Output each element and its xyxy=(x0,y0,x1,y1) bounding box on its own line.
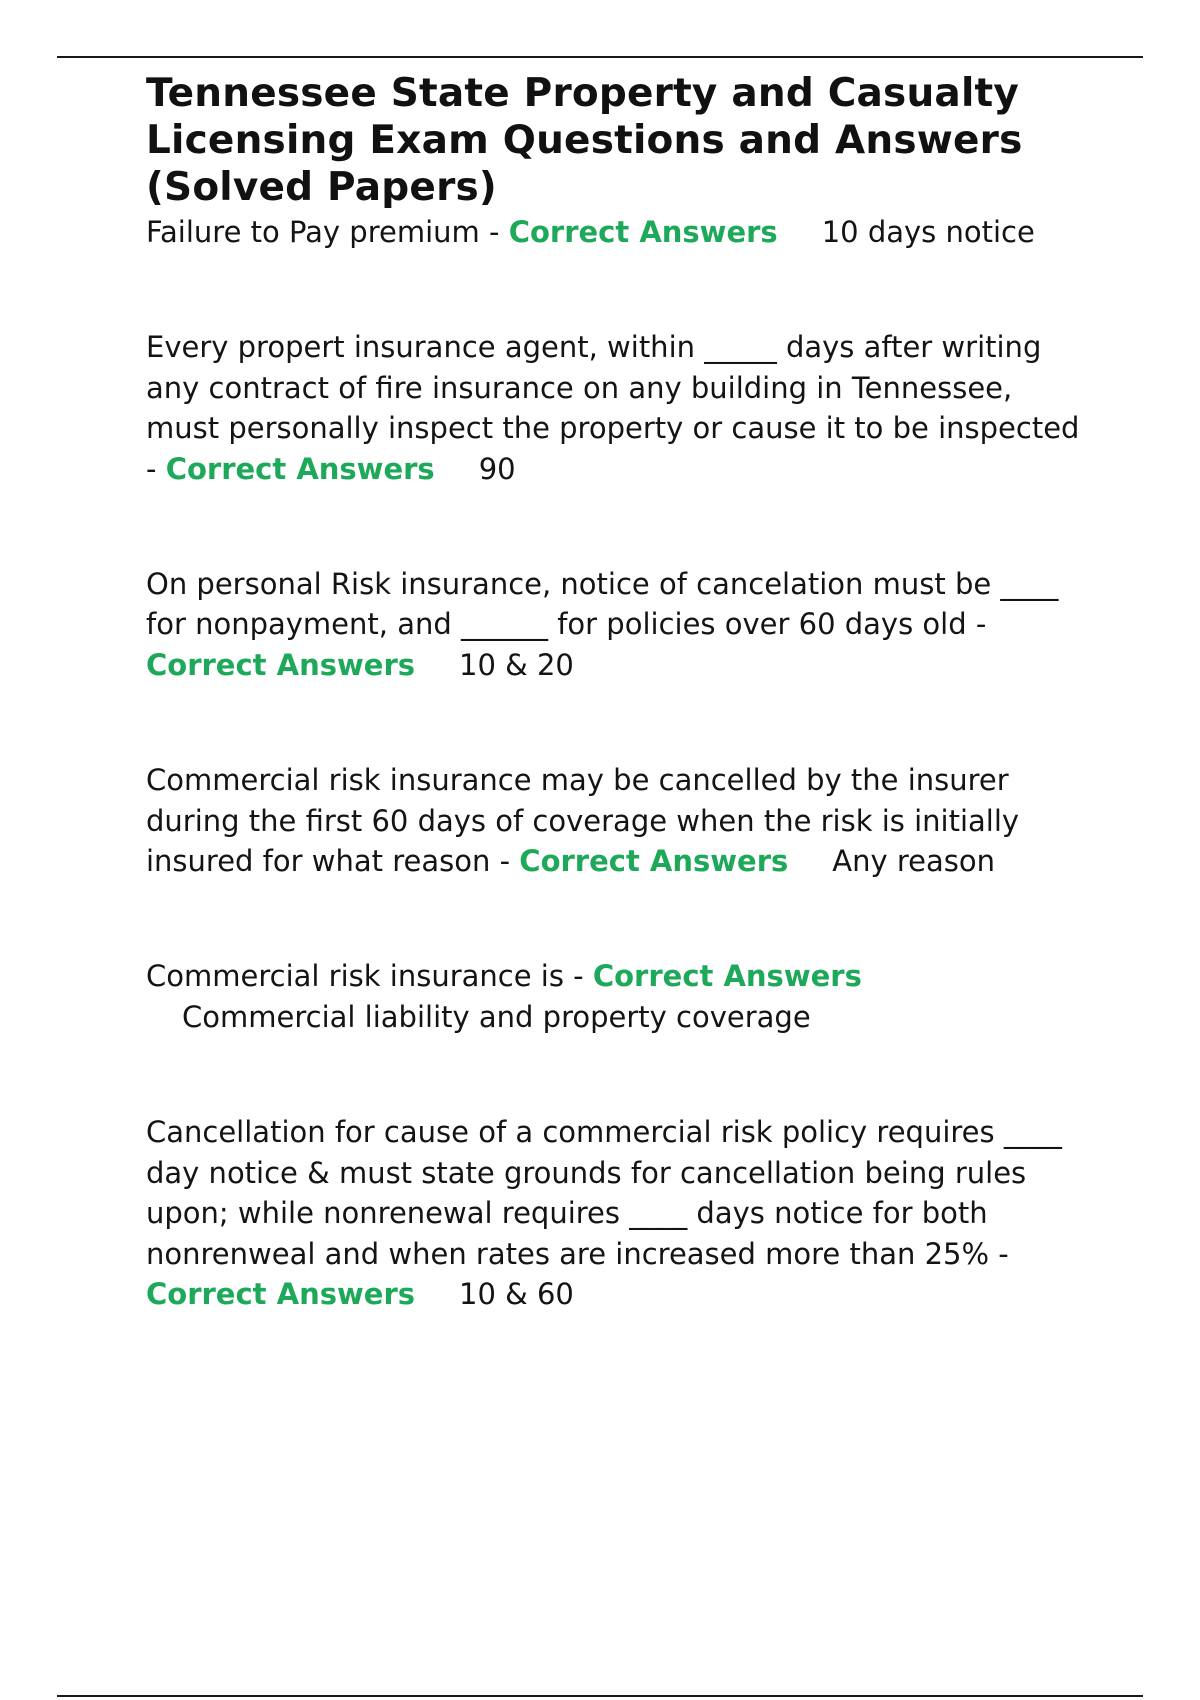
header-rule xyxy=(57,56,1143,58)
separator: - xyxy=(989,1236,1009,1271)
separator: - xyxy=(146,451,166,486)
separator: - xyxy=(563,959,593,994)
qa-item-1 xyxy=(146,212,1086,252)
qa-item-3 xyxy=(146,564,1086,685)
answer-text: 90 xyxy=(478,451,516,486)
question-text: Commercial risk insurance is xyxy=(146,959,564,994)
separator: - xyxy=(490,844,520,879)
question-text: Cancellation for cause of a commercial risk policy requires ____ day notice & must state grounds for cancellation being rules upon; while nonrenewal requires ____ days notice for both nonrenweal and when rates are increased more than 25% xyxy=(146,1115,1062,1271)
correct-answers-label: Correct Answers xyxy=(592,959,862,994)
question-text: Every propert insurance agent, within _____ days after writing any contract of fire insurance on any building in Tennessee, must personally inspect the property or cause it to be inspected xyxy=(146,330,1080,446)
answer-text: Any reason xyxy=(832,844,996,879)
qa-item-4 xyxy=(146,760,1086,881)
answer-text: 10 & 60 xyxy=(459,1276,574,1311)
separator: - xyxy=(966,607,987,642)
answer-text: 10 days notice xyxy=(821,215,1035,249)
answer-text: Commercial liability and property coverage xyxy=(182,999,811,1034)
separator: - xyxy=(479,215,509,249)
correct-answers-label: Correct Answers xyxy=(146,647,416,682)
document-body xyxy=(146,70,1086,1314)
qa-item-6 xyxy=(146,1112,1086,1314)
correct-answers-label: Correct Answers xyxy=(519,844,789,879)
correct-answers-label: Correct Answers xyxy=(146,1276,416,1311)
question-text: Failure to Pay premium xyxy=(146,215,480,249)
correct-answers-label: Correct Answers xyxy=(508,215,778,249)
footer-rule xyxy=(57,1695,1143,1697)
answer-text: 10 & 20 xyxy=(459,647,574,682)
correct-answers-label: Correct Answers xyxy=(165,451,435,486)
question-text: Commercial risk insurance may be cancelled by the insurer during the first 60 days of coverage when the risk is initially insured for what reason xyxy=(146,763,1020,879)
qa-item-5 xyxy=(146,956,1086,1037)
qa-item-2 xyxy=(146,327,1086,489)
document-title: Tennessee State Property and Casualty Licensing Exam Questions and Answers (Solved Papers) xyxy=(146,71,1023,210)
question-text: On personal Risk insurance, notice of cancelation must be ____ for nonpayment, and ______ for policies over 60 days old xyxy=(146,567,1059,642)
